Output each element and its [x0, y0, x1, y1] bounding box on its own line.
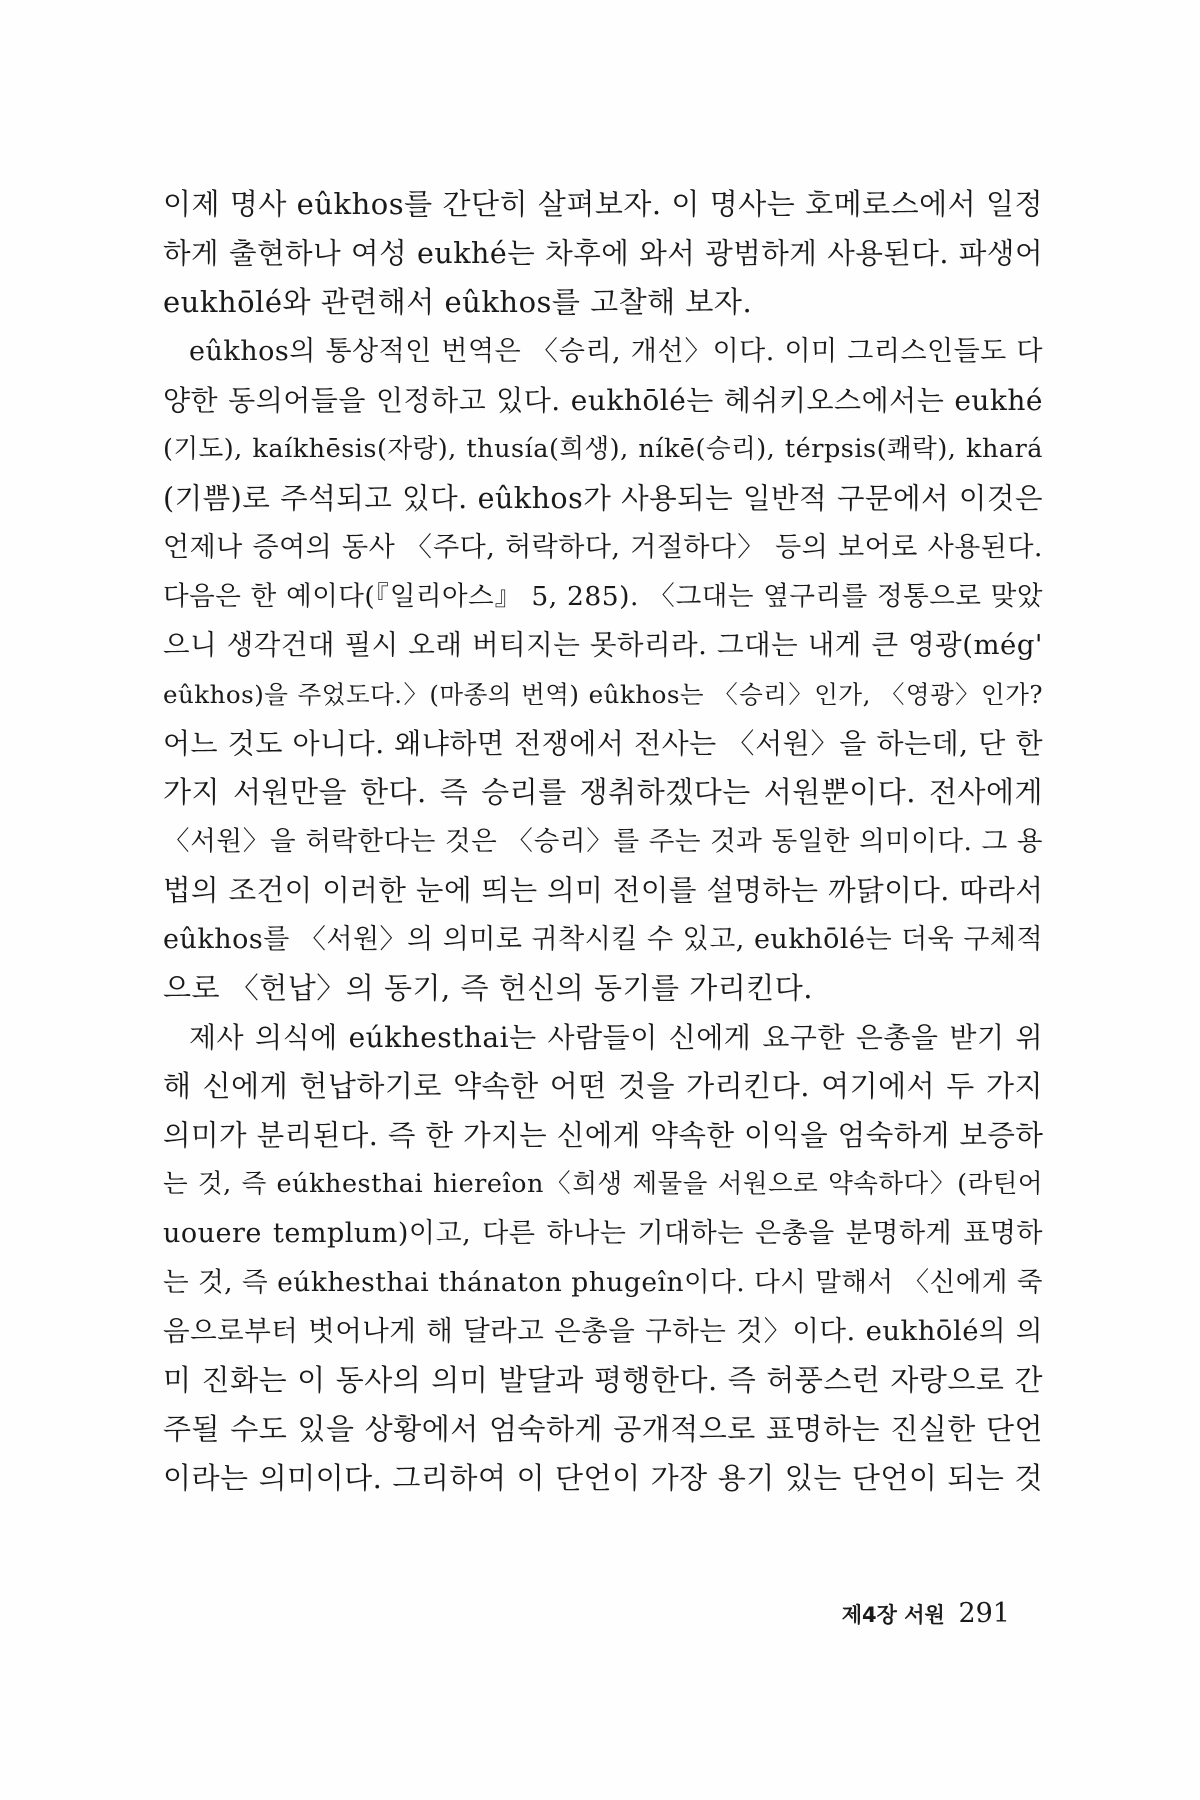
- text-line: (기쁨)로 주석되고 있다. eûkhos가 사용되는 일반적 구문에서 이것은: [163, 482, 1043, 515]
- text-line: eûkhos의 통상적인 번역은 〈승리, 개선〉이다. 이미 그리스인들도 다: [189, 336, 1043, 367]
- page-number: 291: [958, 1598, 1010, 1629]
- text-line: uouere templum)이고, 다른 하나는 기대하는 은총을 분명하게 표명하: [163, 1218, 1043, 1249]
- text-line: 법의 조건이 이러한 눈에 띄는 의미 전이를 설명하는 까닭이다. 따라서: [163, 874, 1043, 907]
- running-chapter-title: 제4장 서원: [841, 1603, 945, 1627]
- text-line: 음으로부터 벗어나게 해 달라고 은총을 구하는 것〉이다. eukhōlé의 의: [163, 1315, 1043, 1347]
- text-line: 주될 수도 있을 상황에서 엄숙하게 공개적으로 표명하는 진실한 단언: [163, 1412, 1043, 1446]
- text-line: 해 신에게 헌납하기로 약속한 어떤 것을 가리킨다. 여기에서 두 가지: [163, 1069, 1043, 1103]
- text-line: (기도), kaíkhēsis(자랑), thusía(희생), níkē(승리), térpsis(쾌락), khará: [163, 434, 1043, 464]
- text-line: 〈서원〉을 허락한다는 것은 〈승리〉를 주는 것과 동일한 의미이다. 그 용: [163, 826, 1043, 857]
- text-line: eûkhos)을 주었도다.〉(마종의 번역) eûkhos는 〈승리〉인가, 〈영광〉인가?: [163, 680, 1043, 709]
- text-line: eûkhos를 〈서원〉의 의미로 귀착시킬 수 있고, eukhōlé는 더욱 구체적: [163, 924, 1043, 955]
- text-line: 으니 생각건대 필시 오래 버티지는 못하리라. 그대는 내게 큰 영광(még': [163, 629, 1043, 661]
- text-line: 는 것, 즉 eúkhesthai thánaton phugeîn이다. 다시 말해서 〈신에게 죽: [163, 1267, 1043, 1298]
- text-line: 이제 명사 eûkhos를 간단히 살펴보자. 이 명사는 호메로스에서 일정: [163, 187, 1043, 221]
- text-line: 양한 동의어들을 인정하고 있다. eukhōlé는 헤쉬키오스에서는 eukhé: [163, 384, 1043, 417]
- text-line: 가지 서원만을 한다. 즉 승리를 쟁취하겠다는 서원뿐이다. 전사에게: [163, 775, 1043, 809]
- text-line: 하게 출현하나 여성 eukhé는 차후에 와서 광범하게 사용된다. 파생어: [163, 237, 1043, 270]
- text-line: 다음은 한 예이다(『일리아스』 5, 285). 〈그대는 옆구리를 정통으로 맞았: [163, 581, 1043, 612]
- text-line: 의미가 분리된다. 즉 한 가지는 신에게 약속한 이익을 엄숙하게 보증하: [163, 1119, 1043, 1152]
- text-line: 으로 〈헌납〉의 동기, 즉 헌신의 동기를 가리킨다.: [163, 971, 813, 1005]
- text-line: 어느 것도 아니다. 왜냐하면 전쟁에서 전사는 〈서원〉을 하는데, 단 한: [163, 727, 1043, 760]
- text-line: 미 진화는 이 동사의 의미 발달과 평행한다. 즉 허풍스런 자랑으로 간: [163, 1363, 1043, 1397]
- text-line: 제사 의식에 eúkhesthai는 사람들이 신에게 요구한 은총을 받기 위: [189, 1021, 1043, 1054]
- page-footer: [800, 1598, 1010, 1629]
- text-line: eukhōlé와 관련해서 eûkhos를 고찰해 보자.: [163, 285, 753, 319]
- body-text: [163, 180, 1043, 1503]
- text-line: 이라는 의미이다. 그리하여 이 단언이 가장 용기 있는 단언이 되는 것: [163, 1461, 1043, 1495]
- text-line: 언제나 증여의 동사 〈주다, 허락하다, 거절하다〉 등의 보어로 사용된다.: [163, 532, 1043, 563]
- text-line: 는 것, 즉 eúkhesthai hiereîon〈희생 제물을 서원으로 약속하다〉(라틴어: [163, 1169, 1043, 1199]
